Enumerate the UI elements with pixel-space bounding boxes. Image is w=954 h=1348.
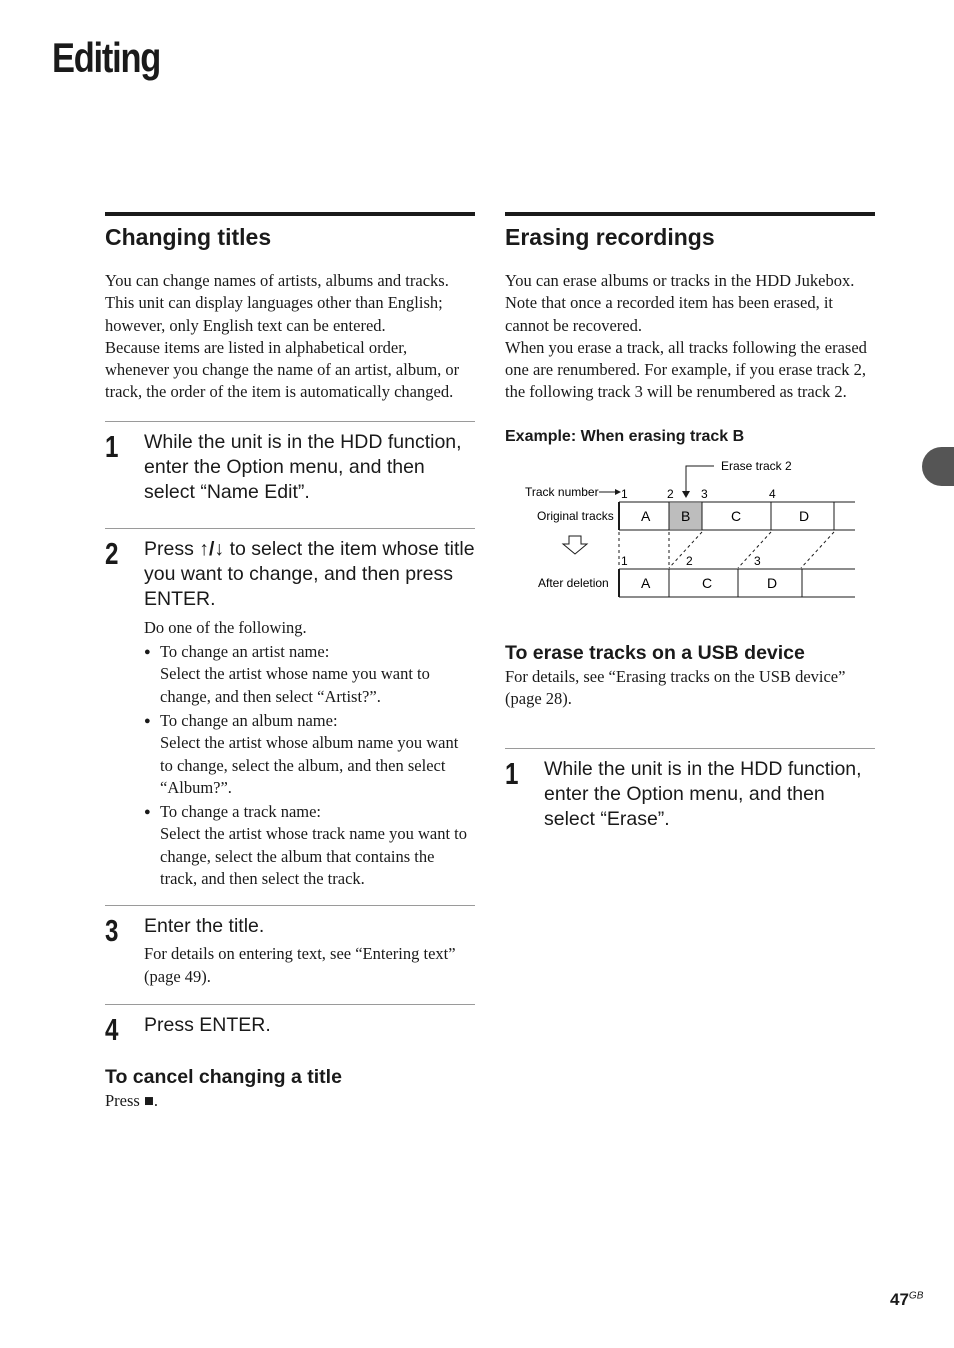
side-tab-marker <box>922 447 954 486</box>
bullet-body: Select the artist whose name you want to change, and then select “Artist?”. <box>160 664 430 706</box>
intro-paragraph: Because items are listed in alphabetical order, whenever you change the name of an artist, album, or track, the order of the item is automatically changed. <box>105 337 460 402</box>
section-rule <box>505 212 875 216</box>
example-heading: Example: When erasing track B <box>505 427 745 445</box>
intro-paragraph: When you erase a track, all tracks following the erased one are renumbered. For example, if you erase track 2, the following track 3 will be renumbered as track 2. <box>505 337 867 402</box>
erase-track-diagram <box>505 452 875 602</box>
transition-line <box>801 532 834 568</box>
cancel-heading: To cancel changing a title <box>105 1065 342 1088</box>
step-text-post: to select the item whose title you want to change, and then press ENTER. <box>144 537 475 610</box>
step-divider <box>505 748 875 749</box>
section-heading: Changing titles <box>105 224 272 250</box>
intro-paragraph: You can change names of artists, albums and tracks. <box>105 271 449 290</box>
step-text-pre: Press <box>144 537 200 560</box>
track-number: 1 <box>621 486 628 501</box>
intro-text <box>105 270 475 404</box>
bullet-body: Select the artist whose track name you want to change, select the album that contains the track, and then select the track. <box>160 824 467 889</box>
intro-text <box>505 270 875 404</box>
step-instruction: Enter the title. <box>144 915 265 938</box>
section-rule <box>105 212 475 216</box>
list-item <box>144 641 475 708</box>
track-cell-label: D <box>767 574 778 591</box>
step-number: 2 <box>105 535 119 571</box>
page-title: Editing <box>52 34 161 81</box>
erase-callout-line <box>686 466 714 494</box>
step-note: Do one of the following. <box>144 617 307 637</box>
track-cell-label: C <box>731 507 742 524</box>
step-instruction: Press ENTER. <box>144 1013 271 1036</box>
step-instruction: While the unit is in the HDD function, enter the Option menu, and then select “Name Edit”. <box>144 430 462 503</box>
option-list <box>144 641 475 890</box>
step-divider <box>105 421 475 422</box>
bullet-lead: ● To change an album name: <box>160 710 338 730</box>
changing-titles-section <box>105 212 475 1112</box>
original-tracks-label: Original tracks <box>537 508 614 523</box>
bullet-body: Select the artist whose album name you want to change, select the album, and then select “Album?”. <box>160 733 459 797</box>
cancel-text: Press ■. <box>105 1090 159 1110</box>
section-heading: Erasing recordings <box>505 224 715 250</box>
step-number: 1 <box>505 756 519 792</box>
usb-text: For details, see “Erasing tracks on the USB device” (page 28). <box>505 666 846 709</box>
up-down-arrow-icon: ↑/↓ <box>199 537 225 560</box>
track-number: 2 <box>667 486 674 501</box>
erase-arrow-icon <box>682 491 690 498</box>
list-item <box>144 710 475 799</box>
step-number: 3 <box>105 913 119 949</box>
intro-paragraph: You can erase albums or tracks in the HDD Jukebox. <box>505 271 855 290</box>
track-number: 3 <box>754 553 761 568</box>
track-number: 4 <box>769 486 776 501</box>
step-1 <box>105 430 475 505</box>
page-number-suffix: GB <box>908 1290 924 1302</box>
intro-paragraph: Note that once a recorded item has been erased, it cannot be recovered. <box>505 293 834 335</box>
track-cell-label: B <box>681 507 691 524</box>
step-divider <box>105 1004 475 1005</box>
erase-track-label: Erase track 2 <box>721 458 792 473</box>
step-instruction: While the unit is in the HDD function, enter the Option menu, and then select “Erase”. <box>544 758 862 831</box>
down-arrow-icon <box>563 536 587 554</box>
page-number-value: 47 <box>890 1290 909 1309</box>
page-number <box>890 1290 923 1310</box>
track-number: 2 <box>686 553 693 568</box>
after-deletion-label: After deletion <box>538 575 609 590</box>
track-number: 1 <box>621 553 628 568</box>
step-number: 4 <box>105 1011 119 1047</box>
step-note: For details on entering text, see “Entering text” (page 49). <box>144 944 456 986</box>
step-4 <box>105 1011 475 1047</box>
track-cell-label: D <box>799 507 810 524</box>
track-cell-label: A <box>641 574 651 591</box>
step-2 <box>105 537 475 891</box>
bullet-lead: ● To change a track name: <box>160 802 322 822</box>
intro-paragraph: This unit can display languages other than English; however, only English text can be entered. <box>105 293 443 335</box>
usb-heading: To erase tracks on a USB device <box>505 641 805 664</box>
track-cell-label: A <box>641 507 651 524</box>
erase-step-1 <box>505 757 875 832</box>
step-instruction <box>144 537 475 612</box>
bullet-lead: ● To change an artist name: <box>160 642 330 662</box>
step-3 <box>105 914 475 988</box>
list-item <box>144 801 475 890</box>
step-divider <box>105 905 475 906</box>
track-number-label: Track number <box>525 484 599 499</box>
step-number: 1 <box>105 428 119 464</box>
track-cell-label: C <box>702 574 713 591</box>
step-divider <box>105 528 475 529</box>
track-number: 3 <box>701 486 708 501</box>
erasing-recordings-section <box>505 212 875 832</box>
